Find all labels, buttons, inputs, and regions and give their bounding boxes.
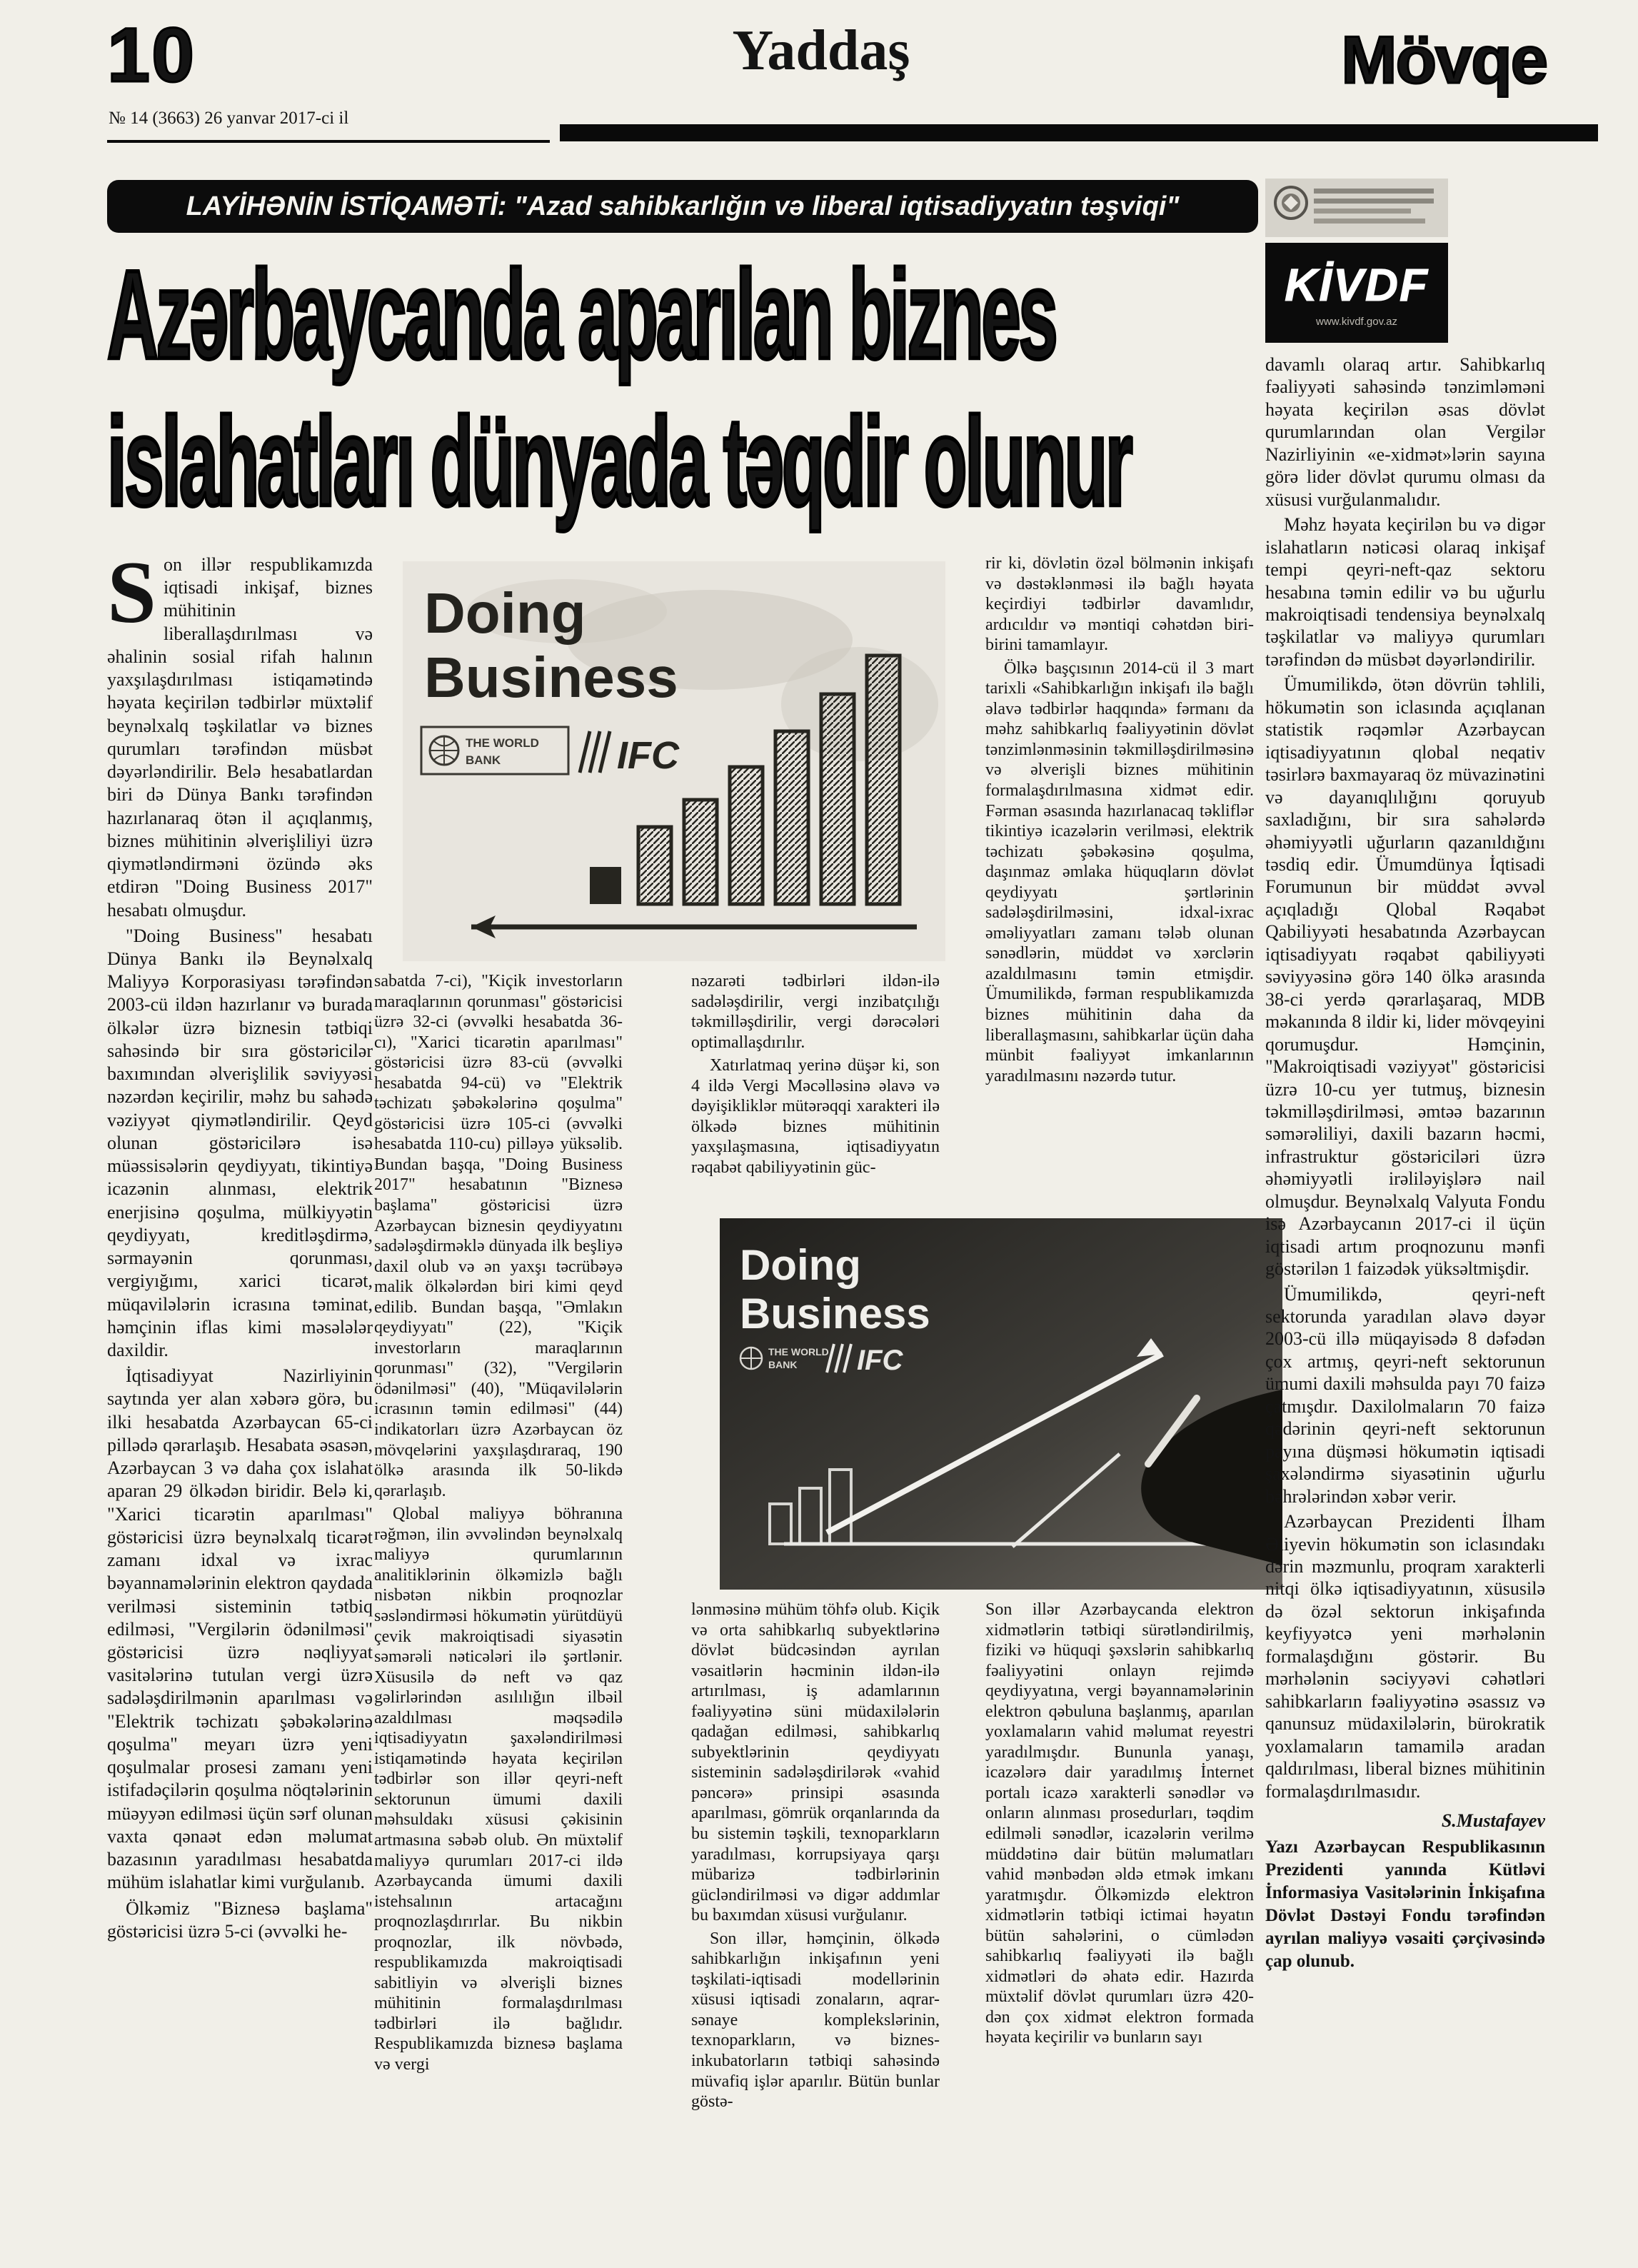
photo-word-doing: Doing: [740, 1241, 861, 1289]
masthead-right-title: Mövqe: [1341, 22, 1547, 97]
photo-worldbank-line1: THE WORLD: [768, 1346, 829, 1358]
paragraph: Məhz həyata keçirilən bu və digər islahatların nəticəsi olaraq inkişaf tempi qeyri-neft-qaz sektoru hesabına təmin edilir və bu uğurlu makroiqtisadi tendensiya beynəlxalq təşkilatlar və maliyyə qurumları tərəfindən də müsbət dəyərləndirilir.: [1265, 514, 1545, 670]
funding-note: Yazı Azərbaycan Respublikasının Prezidenti yanında Kütləvi İnformasiya Vasitələrinin İnkişafına Dövlət Dəstəyi Fondu tərəfindən ayrılan maliyyə vəsaiti çərçivəsində çap olunub.: [1265, 1837, 1545, 1972]
masthead-center-title: Yaddaş: [732, 19, 910, 82]
header-rule-thin: [107, 140, 550, 143]
col5-paragraphs: [1265, 353, 1545, 1802]
sketch-worldbank-line2: BANK: [466, 753, 501, 767]
paragraph: "Doing Business" hesabatı Dünya Bankı ilə Beynəlxalq Maliyyə Korporasiyası tərəfindən 2003-cü ildən hazırlanır və burada ölkələr üzrə biznesin tətbiqi sahəsində bir sıra göstəricilər baxımından əlverişlilik səviyyəsi nəzərdən keçirilir, məhz bu sahədə vəziyyət qiymətləndirilir. Qeyd olunan göstəricilərə isə müəssisələrin qeydiyyatı, tikintiyə icazənin alınması, elektrik enerjisinə qoşulma, mülkiyyətin qeydiyyatı, kreditləşdirmə, sərmayənin qorunması, vergiyığımı, xarici ticarət, müqavilələrin icrasına təminat, həmçinin iflas kimi məsələlər daxildir.: [107, 925, 373, 1360]
header-rule-thick: [560, 124, 1598, 141]
article-column-1: [107, 553, 373, 2246]
paragraph: Son illər, həmçinin, ölkədə sahibkarlığın inkişafının yeni təşkilati-iqtisadi modellərinin xüsusi iqtisadi zonaların, aqrar-sənaye komplekslərinin, texnoparkların, və biznes-inkubatorların tətbiqi sahəsində müvafiq işlər aparılır. Bütün bunlar göstə-: [691, 1929, 940, 2112]
paragraph: sabatda 7-ci), "Kiçik investorların maraqlarının qorunması" göstəricisi üzrə 32-ci (əvvəlki hesabatda 36-cı), "Xarici ticarətin aparılması" göstəricisi üzrə 83-cü (əvvəlki hesabatda 94-cü) və "Elektrik təchizatı şəbəkələrinə qoşulma" göstəricisi üzrə 105-ci (əvvəlki hesabatda 110-cu) pilləyə yüksəlib. Bundan başqa, "Doing Business 2017" hesabatının "Biznesə başlama" göstəricisi üzrə Azərbaycan biznesin qeydiyyatını sadələşdirməklə dünyada ilk beşliyə daxil olub və ən yaxşı təcrübəyə malik ölkələrdən biri kimi qeyd edilib. Bundan başqa, "Əmlakın qeydiyyatı" (22), "Kiçik investorların maraqlarının qorunması" (32), "Vergilərin ödənilməsi" (40), "Müqavilələrin icrasının təmin edilməsi" (44) indikatorları üzrə Azərbaycan öz mövqelərini yaxşılaşdıraraq, 190 ölkə arasında ilk 50-likdə qərarlaşıb.: [374, 972, 623, 1500]
paragraph: Son illər Azərbaycanda elektron xidmətlərin tətbiqi sürətləndirilmiş, fiziki və hüquqi şəxslərin sahibkarlıq fəaliyyətini onlayn rejimdə qeydiyyatına, vergi bəyannamələrinin elektron qəbuluna başlanmış, aparılan yoxlamaların vahid məlumat reyestri yaradılmışdır. Bununla yanaşı, icazələrə dair yaradılmış İnternet portalı icazə xarakterli sənədlər və onların alınması prosedurları, təqdim edilməli sənədlər, icazələrin verilmə müddətinə dair bütün məlumatları vahid mənbədən əldə etmək imkanı yaratmışdır. Ölkəmizdə elektron xidmətlərin tətbiqi ictimai həyatın bütün sahələrini, o cümlədən sahibkarlıq fəaliyyəti ilə bağlı xidmətləri də əhatə edir. Hazırda müxtəlif dövlət qurumları üzrə 420-dən çox xidmət elektron formada həyata keçirilir və bunların sayı: [985, 1600, 1254, 2047]
photo-word-business: Business: [740, 1290, 930, 1338]
article-headline: [107, 244, 1260, 555]
doing-business-photo-image: [720, 1218, 1282, 1590]
headline-line1: Azərbaycanda aparılan biznes: [107, 245, 1056, 386]
sketch-worldbank-line1: THE WORLD: [466, 736, 539, 750]
article-column-2: [374, 971, 623, 2246]
headline-line2: islahatları dünyada təqdir olunur: [107, 392, 1131, 533]
paragraph: Ümumilikdə, qeyri-neft sektorunda yaradılan əlavə dəyər 2003-cü illə müqayisədə 8 dəfədən çox artmış, qeyri-neft sektorunun ümumi daxili məhsulda payı 70 faizə çatmışdır. Daxilolmaların 70 faizə qədərinin qeyri-neft sektorunun payına düşməsi hökumətin iqtisadi şaxələndirmə siyasətinin uğurlu bəhrələrindən xəbər verir.: [1265, 1283, 1545, 1507]
dropcap: S: [107, 553, 156, 641]
issue-line: № 14 (3663) 26 yanvar 2017-ci il: [109, 109, 349, 128]
kivdf-label: KİVDF: [1285, 259, 1429, 311]
kivdf-caption: www.kivdf.gov.az: [1316, 315, 1397, 328]
photo-ifc-label: IFC: [857, 1345, 903, 1376]
paragraph: İqtisadiyyat Nazirliyinin saytında yer alan xəbərə görə, bu ilki hesabatda Azərbaycan 65-ci pillədə qərarlaşıb. Hesabata əsasən, Azərbaycan 3 və daha çox islahat aparan 29 ölkədən biridir. Belə ki, "Xarici ticarətin aparılması" göstəricisi üzrə beynəlxalq ticarət zamanı idxal və ixrac bəyannamələrinin elektron qaydada verilməsi sisteminin tətbiq edilməsi, "Vergilərin ödənilməsi" göstəricisi üzrə nəqliyyat vasitələrinə tutulan vergi üzrə sadələşdirilmənin aparılması və "Elektrik təchizatı şəbəkələrinə qoşulma" meyarı üzrə yeni qoşulmalar prosesi zamanı yeni istifadəçilərin qoşulma nöqtələrinin müəyyən edilməsi üçün sərf olunan vaxta qənaət edən məlumat bazasının yaradılması hesabatda mühüm islahatlar kimi vurğulanıb.: [107, 1365, 373, 1893]
paragraph: davamlı olaraq artır. Sahibkarlıq fəaliyyəti sahəsində tənzimləməni həyata keçirilən əsas dövlət qurumlarından olan Vergilər Nazirliyinin «e-xidmət»lərin sayına görə lider dövlət qurumu olması da xüsusi vurğulanmalıdır.: [1265, 354, 1545, 510]
paragraph: Qlobal maliyyə böhranına rəğmən, ilin əvvəlindən beynəlxalq maliyyə qurumlarının analitiklərinin ölkəmizlə bağlı nisbətən nikbin proqnozlar səsləndirməsi hökumətin yürütdüyü çevik makroiqtisadi siyasətin səmərəli nəticələri ilə şərtlənir. Xüsusilə də neft və qaz gəlirlərindən asılılığın ilbəil azaldılması məqsədilə iqtisadiyyatın şaxələndirilməsi istiqamətində həyata keçirilən tədbirlər son illər qeyri-neft sektorunun ümumi daxili məhsuldakı xüsusi çəkisinin artmasına səbəb olub. Ən müxtəlif maliyyə qurumları 2017-ci ildə Azərbaycanda ümumi daxili istehsalının artacağını proqnozlaşdırırlar. Bu nikbin proqnozlar, ilk növbədə, respublikamızda makroiqtisadi sabitliyin və əlverişli biznes mühitinin formalaşdırılması tədbirləri ilə bağlıdır. Respublikamızda biznesə başlama və vergi: [374, 1505, 623, 2074]
sketch-ifc-label: IFC: [617, 734, 679, 777]
doing-business-sketch-graphic: [403, 561, 945, 961]
section-banner: [107, 180, 1258, 233]
lead-text: on illər respublikamızda iqtisadi inkişaf, biznes mühitinin liberallaşdırılması və əhalinin sosial rifah halının yaxşılaşdırılması istiqamətində həyata keçirilən tədbirlər müxtəlif beynəlxalq təşkilatlar və biznes qurumları tərəfindən müsbət dəyərləndirilir. Belə hesabatlardan biri də Dünya Bankı tərəfindən hazırlanaraq ötən il açıqlanmış, biznes mühitinin əlverişliliyi üzrə qiymətləndirməni özündə əks etdirən "Doing Business 2017" hesabatı olmuşdur.: [107, 554, 373, 920]
paragraph: nəzarəti tədbirləri ildən-ilə sadələşdirilir, vergi inzibatçılığı təkmilləşdirilir, vergi dərəcələri optimallaşdırılır.: [691, 972, 940, 1052]
article-column-4-top: [985, 553, 1254, 1193]
article-column-3-bottom: [691, 1600, 940, 2246]
photo-worldbank-line2: BANK: [768, 1359, 798, 1370]
press-fund-emblem: [1265, 179, 1448, 237]
banner-text: LAYİHƏNİN İSTİQAMƏTİ: "Azad sahibkarlığın və liberal iqtisadiyyatın təşviqi": [186, 191, 1180, 221]
article-column-3-top: [691, 971, 940, 1200]
paragraph: lənməsinə mühüm töhfə olub. Kiçik və orta sahibkarlıq subyektlərinə dövlət büdcəsindən ayrılan vəsaitlərin həcminin ildən-ilə artırılması, iş adamlarının fəaliyyətinə süni müdaxilələrin qadağan edilməsi, sahibkarlıq subyektlərinin qeydiyyatı sisteminin sadələşdirilərək «vahid pəncərə» prinsipi əsasında aparılması, gömrük orqanlarında da bu sistemin təşkili, texnoparkların yaradılması, korrupsiyaya qarşı mübarizə tədbirlərinin gücləndirilməsi və digər addımlar bu baxımdan xüsusi vurğulanır.: [691, 1600, 940, 1925]
kivdf-logo: [1265, 243, 1448, 343]
doing-business-photo-graphic: [720, 1218, 1282, 1590]
sketch-word-business: Business: [424, 646, 678, 709]
article-column-5: [1265, 353, 1545, 2246]
paragraph: Ümumilikdə, ötən dövrün təhlili, hökumətin son iclasında açıqlanan statistik rəqəmlər Azərbaycan iqtisadiyyatının qlobal neqativ təsirlərə baxmayaraq öz müvazinətini və dayanıqlılığını qoruyub saxladığını, bir sıra sahələrdə əhəmiyyətli uğurların qazanıldığını təsdiq edir. Ümumdünya İqtisadi Forumunun bir müddət əvvəl açıqladığı Qlobal Rəqabət Qabiliyyəti hesabatında Azərbaycan iqtisadiyyatı rəqabət qabiliyyəti səviyyəsinə görə 140 ölkə arasında 38-ci yerdə qərarlaşaraq, MDB məkanında 8 ildir ki, lider mövqeyini qorumuşdur. Həmçinin, "Makroiqtisadi vəziyyət" göstəricisi üzrə 10-cu yer tutmuş, biznesin təkmilləşdirilməsi, əmtəə bazarının səmərəliliyi, daxili bazarın həcmi, infrastruktur göstəriciləri üzrə əhəmiyyətli irəliləyişlərə nail olmuşdur. Beynəlxalq Valyuta Fondu isə Azərbaycanın 2017-ci il üçün iqtisadi artım proqnozunu mənfi göstərilən 1 faizədək yüksəltmişdir.: [1265, 674, 1545, 1280]
doing-business-sketch-image: [403, 561, 945, 961]
paragraph: rir ki, dövlətin özəl bölmənin inkişafı və dəstəklənməsi ilə bağlı həyata keçirdiyi tədbirlər davamlıdır, ardıcıldır və məntiqi cəhətdən biri-birini tamamlayır.: [985, 554, 1254, 655]
page-number: 10: [107, 11, 196, 98]
paragraph: Azərbaycan Prezidenti İlham Əliyevin hökumətin son iclasındakı dərin məzmunlu, proqram xarakterli nitqi ölkə iqtisadiyyatının, xüsusilə də özəl sektorun inkişafında keyfiyyətcə yeni mərhələnin formalaşdığını göstərir. Bu mərhələnin səciyyəvi cəhətləri sahibkarların fəaliyyətinə əsassız və qanunsuz müdaxilələrin, bürokratik yoxlamaların tamamilə aradan qaldırılması, liberal biznes mühitinin formalaşdırılmasıdır.: [1265, 1511, 1545, 1802]
paragraph: Xatırlatmaq yerinə düşər ki, son 4 ildə Vergi Məcəlləsinə əlavə və dəyişikliklər mütərəqqi xarakteri ilə ölkədə biznes mühitinin yaxşılaşmasına, iqtisadiyyatın rəqabət qabiliyyətinin güc-: [691, 1056, 940, 1177]
col1-paragraphs: [107, 925, 373, 1943]
sketch-word-doing: Doing: [424, 581, 586, 645]
author-byline: S.Mustafayev: [1441, 1810, 1545, 1831]
paragraph: Ölkəmiz "Biznesə başlama" göstəricisi üzrə 5-ci (əvvəlki he-: [107, 1897, 373, 1942]
article-column-4-bottom: [985, 1600, 1254, 2246]
lead-paragraph: [107, 553, 373, 922]
state-emblem-icon: [1265, 179, 1448, 237]
paragraph: Ölkə başçısının 2014-cü il 3 mart tarixli «Sahibkarlığın inkişafı ilə bağlı əlavə tədbirlər haqqında» fərmanı da məhz sahibkarlıq fəaliyyətinin dövlət tənzimlənməsinin təkmilləşdirilməsinə və əlverişli biznes mühitinin formalaşdırılmasına xidmət edir. Fərman əsasında hazırlanacaq təkliflər tikintiyə icazələrin verilməsi, elektrik təchizatı şəbəkəsinə qoşulma, daşınmaz əmlaka hüquqların dövlət qeydiyyatı şərtlərinin sadələşdirilməsini, idxal-ixrac əməliyyatları zamanı tələb olunan sənədlərin, müddət və xərclərin azaldılmasını təmin etmişdir. Ümumilikdə, fərman respublikamızda biznes mühitinin daha da liberallaşmasını, sahibkarlar üçün daha münbit fəaliyyət imkanlarının yaradılmasını nəzərdə tutur.: [985, 658, 1254, 1085]
